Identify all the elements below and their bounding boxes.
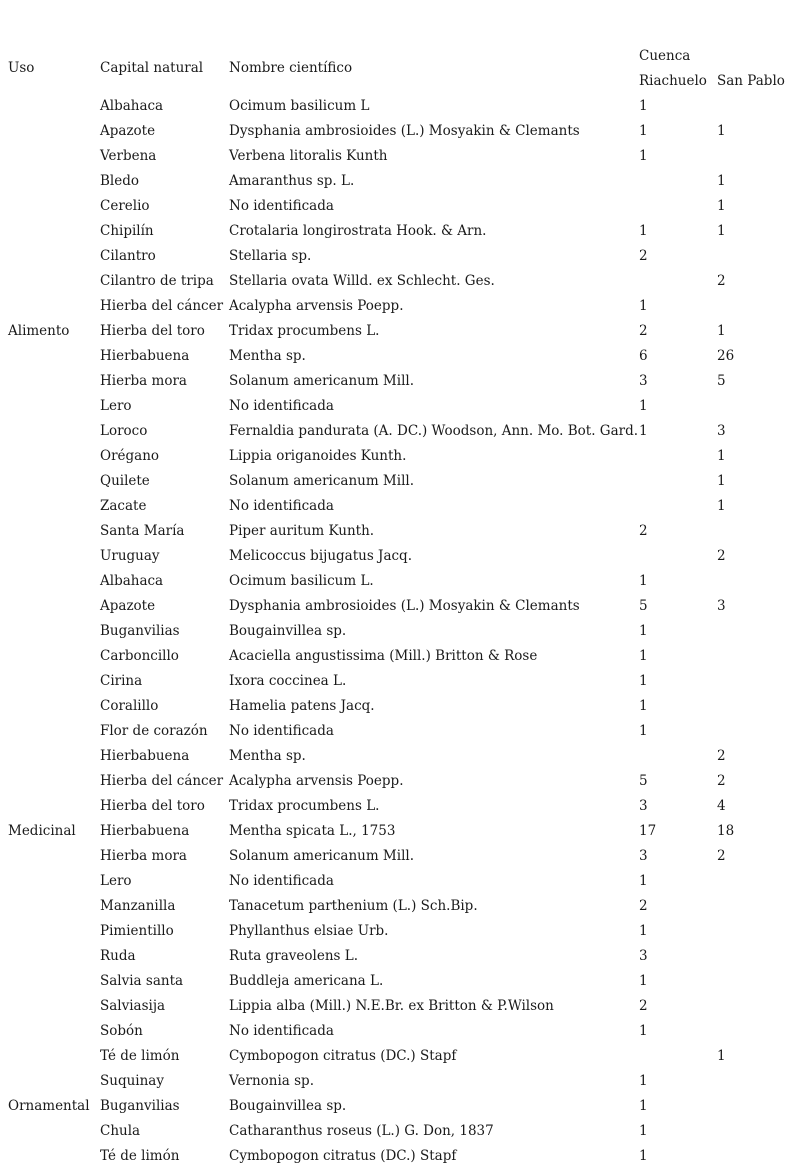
scientific-name-cell: Phyllanthus elsiae Urb.: [229, 923, 389, 939]
scientific-name-cell: Stellaria sp.: [229, 248, 312, 264]
capital-natural-cell: Bledo: [100, 173, 139, 189]
riachuelo-count-cell: 1: [639, 573, 648, 589]
header-nombre-cientifico: Nombre científico: [229, 60, 353, 76]
header-san-pablo: San Pablo: [717, 73, 785, 89]
capital-natural-cell: Chula: [100, 1123, 141, 1139]
capital-natural-cell: Orégano: [100, 448, 160, 464]
table-row: [0, 1096, 795, 1121]
uso-cell: Medicinal: [8, 823, 76, 839]
capital-natural-cell: Pimientillo: [100, 923, 174, 939]
capital-natural-cell: Hierba del toro: [100, 323, 205, 339]
scientific-name-cell: Catharanthus roseus (L.) G. Don, 1837: [229, 1123, 494, 1139]
header-riachuelo: Riachuelo: [639, 73, 707, 89]
scientific-name-cell: Stellaria ovata Willd. ex Schlecht. Ges.: [229, 273, 495, 289]
san-pablo-count-cell: 3: [717, 423, 726, 439]
table-row: [0, 521, 795, 546]
capital-natural-cell: Santa María: [100, 523, 185, 539]
scientific-name-cell: Mentha spicata L., 1753: [229, 823, 396, 839]
riachuelo-count-cell: 1: [639, 223, 648, 239]
riachuelo-count-cell: 1: [639, 398, 648, 414]
table-row: [0, 121, 795, 146]
table-row: [0, 371, 795, 396]
riachuelo-count-cell: 1: [639, 923, 648, 939]
capital-natural-cell: Manzanilla: [100, 898, 176, 914]
table-row: [0, 871, 795, 896]
table-row: [0, 621, 795, 646]
capital-natural-cell: Albahaca: [100, 573, 164, 589]
table-row: [0, 821, 795, 846]
scientific-name-cell: Dysphania ambrosioides (L.) Mosyakin & Clemants: [229, 123, 580, 139]
capital-natural-cell: Té de limón: [100, 1048, 180, 1064]
riachuelo-count-cell: 1: [639, 723, 648, 739]
riachuelo-count-cell: 1: [639, 1123, 648, 1139]
san-pablo-count-cell: 1: [717, 1048, 726, 1064]
scientific-name-cell: No identificada: [229, 873, 334, 889]
capital-natural-cell: Zacate: [100, 498, 147, 514]
capital-natural-cell: Carboncillo: [100, 648, 179, 664]
scientific-name-cell: Tridax procumbens L.: [229, 323, 380, 339]
san-pablo-count-cell: 1: [717, 448, 726, 464]
san-pablo-count-cell: 5: [717, 373, 726, 389]
table-row: [0, 171, 795, 196]
riachuelo-count-cell: 2: [639, 248, 648, 264]
table-row: [0, 596, 795, 621]
riachuelo-count-cell: 2: [639, 898, 648, 914]
table-row: [0, 496, 795, 521]
san-pablo-count-cell: 4: [717, 798, 726, 814]
scientific-name-cell: Lippia origanoides Kunth.: [229, 448, 407, 464]
header-cuenca: Cuenca: [639, 48, 691, 64]
capital-natural-cell: Hierba del cáncer: [100, 773, 224, 789]
capital-natural-cell: Cilantro de tripa: [100, 273, 214, 289]
capital-natural-cell: Verbena: [100, 148, 157, 164]
scientific-name-cell: No identificada: [229, 723, 334, 739]
riachuelo-count-cell: 1: [639, 673, 648, 689]
scientific-name-cell: Cymbopogon citratus (DC.) Stapf: [229, 1048, 457, 1064]
scientific-name-cell: Buddleja americana L.: [229, 973, 384, 989]
table-row: [0, 846, 795, 871]
table-row: [0, 146, 795, 171]
san-pablo-count-cell: 1: [717, 198, 726, 214]
san-pablo-count-cell: 18: [717, 823, 735, 839]
capital-natural-cell: Cilantro: [100, 248, 156, 264]
riachuelo-count-cell: 1: [639, 123, 648, 139]
capital-natural-cell: Buganvilias: [100, 1098, 180, 1114]
san-pablo-count-cell: 2: [717, 273, 726, 289]
capital-natural-cell: Buganvilias: [100, 623, 180, 639]
scientific-name-cell: Crotalaria longirostrata Hook. & Arn.: [229, 223, 487, 239]
scientific-name-cell: No identificada: [229, 398, 334, 414]
capital-natural-cell: Hierba mora: [100, 848, 187, 864]
san-pablo-count-cell: 2: [717, 748, 726, 764]
capital-natural-cell: Uruguay: [100, 548, 160, 564]
table-row: [0, 1071, 795, 1096]
san-pablo-count-cell: 26: [717, 348, 735, 364]
riachuelo-count-cell: 1: [639, 423, 648, 439]
san-pablo-count-cell: 1: [717, 473, 726, 489]
table-row: [0, 796, 795, 821]
capital-natural-cell: Hierba mora: [100, 373, 187, 389]
capital-natural-cell: Salviasija: [100, 998, 166, 1014]
table-row: [0, 196, 795, 221]
riachuelo-count-cell: 3: [639, 948, 648, 964]
capital-natural-cell: Loroco: [100, 423, 148, 439]
scientific-name-cell: Bougainvillea sp.: [229, 623, 347, 639]
san-pablo-count-cell: 2: [717, 548, 726, 564]
capital-natural-cell: Chipilín: [100, 223, 154, 239]
capital-natural-cell: Coralillo: [100, 698, 159, 714]
table-row: [0, 696, 795, 721]
scientific-name-cell: Ocimum basilicum L.: [229, 573, 374, 589]
capital-natural-cell: Hierbabuena: [100, 748, 190, 764]
table-row: [0, 471, 795, 496]
table-row: [0, 646, 795, 671]
scientific-name-cell: Tanacetum parthenium (L.) Sch.Bip.: [229, 898, 478, 914]
scientific-name-cell: Ocimum basilicum L: [229, 98, 370, 114]
capital-natural-cell: Cerelio: [100, 198, 150, 214]
scientific-name-cell: Dysphania ambrosioides (L.) Mosyakin & Clemants: [229, 598, 580, 614]
riachuelo-count-cell: 1: [639, 1098, 648, 1114]
capital-natural-cell: Albahaca: [100, 98, 164, 114]
riachuelo-count-cell: 5: [639, 598, 648, 614]
scientific-name-cell: Piper auritum Kunth.: [229, 523, 375, 539]
riachuelo-count-cell: 1: [639, 623, 648, 639]
san-pablo-count-cell: 3: [717, 598, 726, 614]
riachuelo-count-cell: 1: [639, 1073, 648, 1089]
scientific-name-cell: Bougainvillea sp.: [229, 1098, 347, 1114]
san-pablo-count-cell: 1: [717, 173, 726, 189]
table-row: [0, 1046, 795, 1071]
table-row: [0, 321, 795, 346]
riachuelo-count-cell: 1: [639, 648, 648, 664]
table-row: [0, 746, 795, 771]
scientific-name-cell: Acaciella angustissima (Mill.) Britton & Rose: [229, 648, 538, 664]
riachuelo-count-cell: 1: [639, 98, 648, 114]
scientific-name-cell: Acalypha arvensis Poepp.: [229, 773, 404, 789]
riachuelo-count-cell: 3: [639, 373, 648, 389]
table-body: [0, 96, 795, 1171]
riachuelo-count-cell: 1: [639, 1148, 648, 1164]
table-row: [0, 1121, 795, 1146]
table-row: [0, 671, 795, 696]
scientific-name-cell: Lippia alba (Mill.) N.E.Br. ex Britton & P.Wilson: [229, 998, 554, 1014]
scientific-name-cell: Solanum americanum Mill.: [229, 473, 414, 489]
riachuelo-count-cell: 2: [639, 323, 648, 339]
scientific-name-cell: No identificada: [229, 198, 334, 214]
scientific-name-cell: Melicoccus bijugatus Jacq.: [229, 548, 412, 564]
table-row: [0, 296, 795, 321]
riachuelo-count-cell: 1: [639, 973, 648, 989]
capital-natural-cell: Apazote: [100, 123, 156, 139]
table-row: [0, 421, 795, 446]
san-pablo-count-cell: 1: [717, 223, 726, 239]
table-row: [0, 771, 795, 796]
table-row: [0, 1021, 795, 1046]
riachuelo-count-cell: 2: [639, 523, 648, 539]
scientific-name-cell: Vernonia sp.: [229, 1073, 314, 1089]
scientific-name-cell: Ixora coccinea L.: [229, 673, 347, 689]
table-row: [0, 346, 795, 371]
riachuelo-count-cell: 3: [639, 798, 648, 814]
table-row: [0, 546, 795, 571]
header-uso: Uso: [8, 60, 35, 76]
capital-natural-cell: Sobón: [100, 1023, 143, 1039]
scientific-name-cell: Hamelia patens Jacq.: [229, 698, 375, 714]
table-row: [0, 246, 795, 271]
riachuelo-count-cell: 1: [639, 1023, 648, 1039]
riachuelo-count-cell: 1: [639, 698, 648, 714]
riachuelo-count-cell: 6: [639, 348, 648, 364]
scientific-name-cell: No identificada: [229, 1023, 334, 1039]
capital-natural-cell: Hierba del cáncer: [100, 298, 224, 314]
scientific-name-cell: Cymbopogon citratus (DC.) Stapf: [229, 1148, 457, 1164]
riachuelo-count-cell: 1: [639, 873, 648, 889]
table-row: [0, 996, 795, 1021]
scientific-name-cell: Acalypha arvensis Poepp.: [229, 298, 404, 314]
scientific-name-cell: Solanum americanum Mill.: [229, 373, 414, 389]
table-row: [0, 96, 795, 121]
san-pablo-count-cell: 2: [717, 848, 726, 864]
uso-cell: Alimento: [8, 323, 70, 339]
table-row: [0, 946, 795, 971]
scientific-name-cell: Tridax procumbens L.: [229, 798, 380, 814]
capital-natural-cell: Hierba del toro: [100, 798, 205, 814]
table-row: [0, 721, 795, 746]
table-row: [0, 271, 795, 296]
capital-natural-cell: Flor de corazón: [100, 723, 208, 739]
capital-natural-cell: Hierbabuena: [100, 348, 190, 364]
table-row: [0, 396, 795, 421]
capital-natural-cell: Cirina: [100, 673, 143, 689]
riachuelo-count-cell: 17: [639, 823, 657, 839]
capital-natural-cell: Apazote: [100, 598, 156, 614]
scientific-name-cell: Amaranthus sp. L.: [229, 173, 355, 189]
riachuelo-count-cell: 1: [639, 298, 648, 314]
capital-natural-cell: Hierbabuena: [100, 823, 190, 839]
header-capital-natural: Capital natural: [100, 60, 204, 76]
capital-natural-cell: Té de limón: [100, 1148, 180, 1164]
capital-natural-cell: Ruda: [100, 948, 136, 964]
scientific-name-cell: No identificada: [229, 498, 334, 514]
scientific-name-cell: Solanum americanum Mill.: [229, 848, 414, 864]
riachuelo-count-cell: 1: [639, 148, 648, 164]
table-row: [0, 571, 795, 596]
uso-cell: Ornamental: [8, 1098, 90, 1114]
scientific-name-cell: Ruta graveolens L.: [229, 948, 358, 964]
table-row: [0, 221, 795, 246]
scientific-name-cell: Mentha sp.: [229, 348, 306, 364]
riachuelo-count-cell: 3: [639, 848, 648, 864]
table-row: [0, 1146, 795, 1171]
capital-natural-cell: Salvia santa: [100, 973, 184, 989]
san-pablo-count-cell: 1: [717, 323, 726, 339]
table-row: [0, 971, 795, 996]
scientific-name-cell: Fernaldia pandurata (A. DC.) Woodson, Ann. Mo. Bot. Gard.: [229, 423, 639, 439]
capital-natural-cell: Quilete: [100, 473, 150, 489]
capital-natural-cell: Lero: [100, 873, 132, 889]
riachuelo-count-cell: 2: [639, 998, 648, 1014]
scientific-name-cell: Verbena litoralis Kunth: [229, 148, 388, 164]
capital-natural-cell: Suquinay: [100, 1073, 164, 1089]
table-row: [0, 921, 795, 946]
san-pablo-count-cell: 1: [717, 498, 726, 514]
san-pablo-count-cell: 2: [717, 773, 726, 789]
riachuelo-count-cell: 5: [639, 773, 648, 789]
scientific-name-cell: Mentha sp.: [229, 748, 306, 764]
table-row: [0, 896, 795, 921]
capital-natural-cell: Lero: [100, 398, 132, 414]
table-row: [0, 446, 795, 471]
san-pablo-count-cell: 1: [717, 123, 726, 139]
